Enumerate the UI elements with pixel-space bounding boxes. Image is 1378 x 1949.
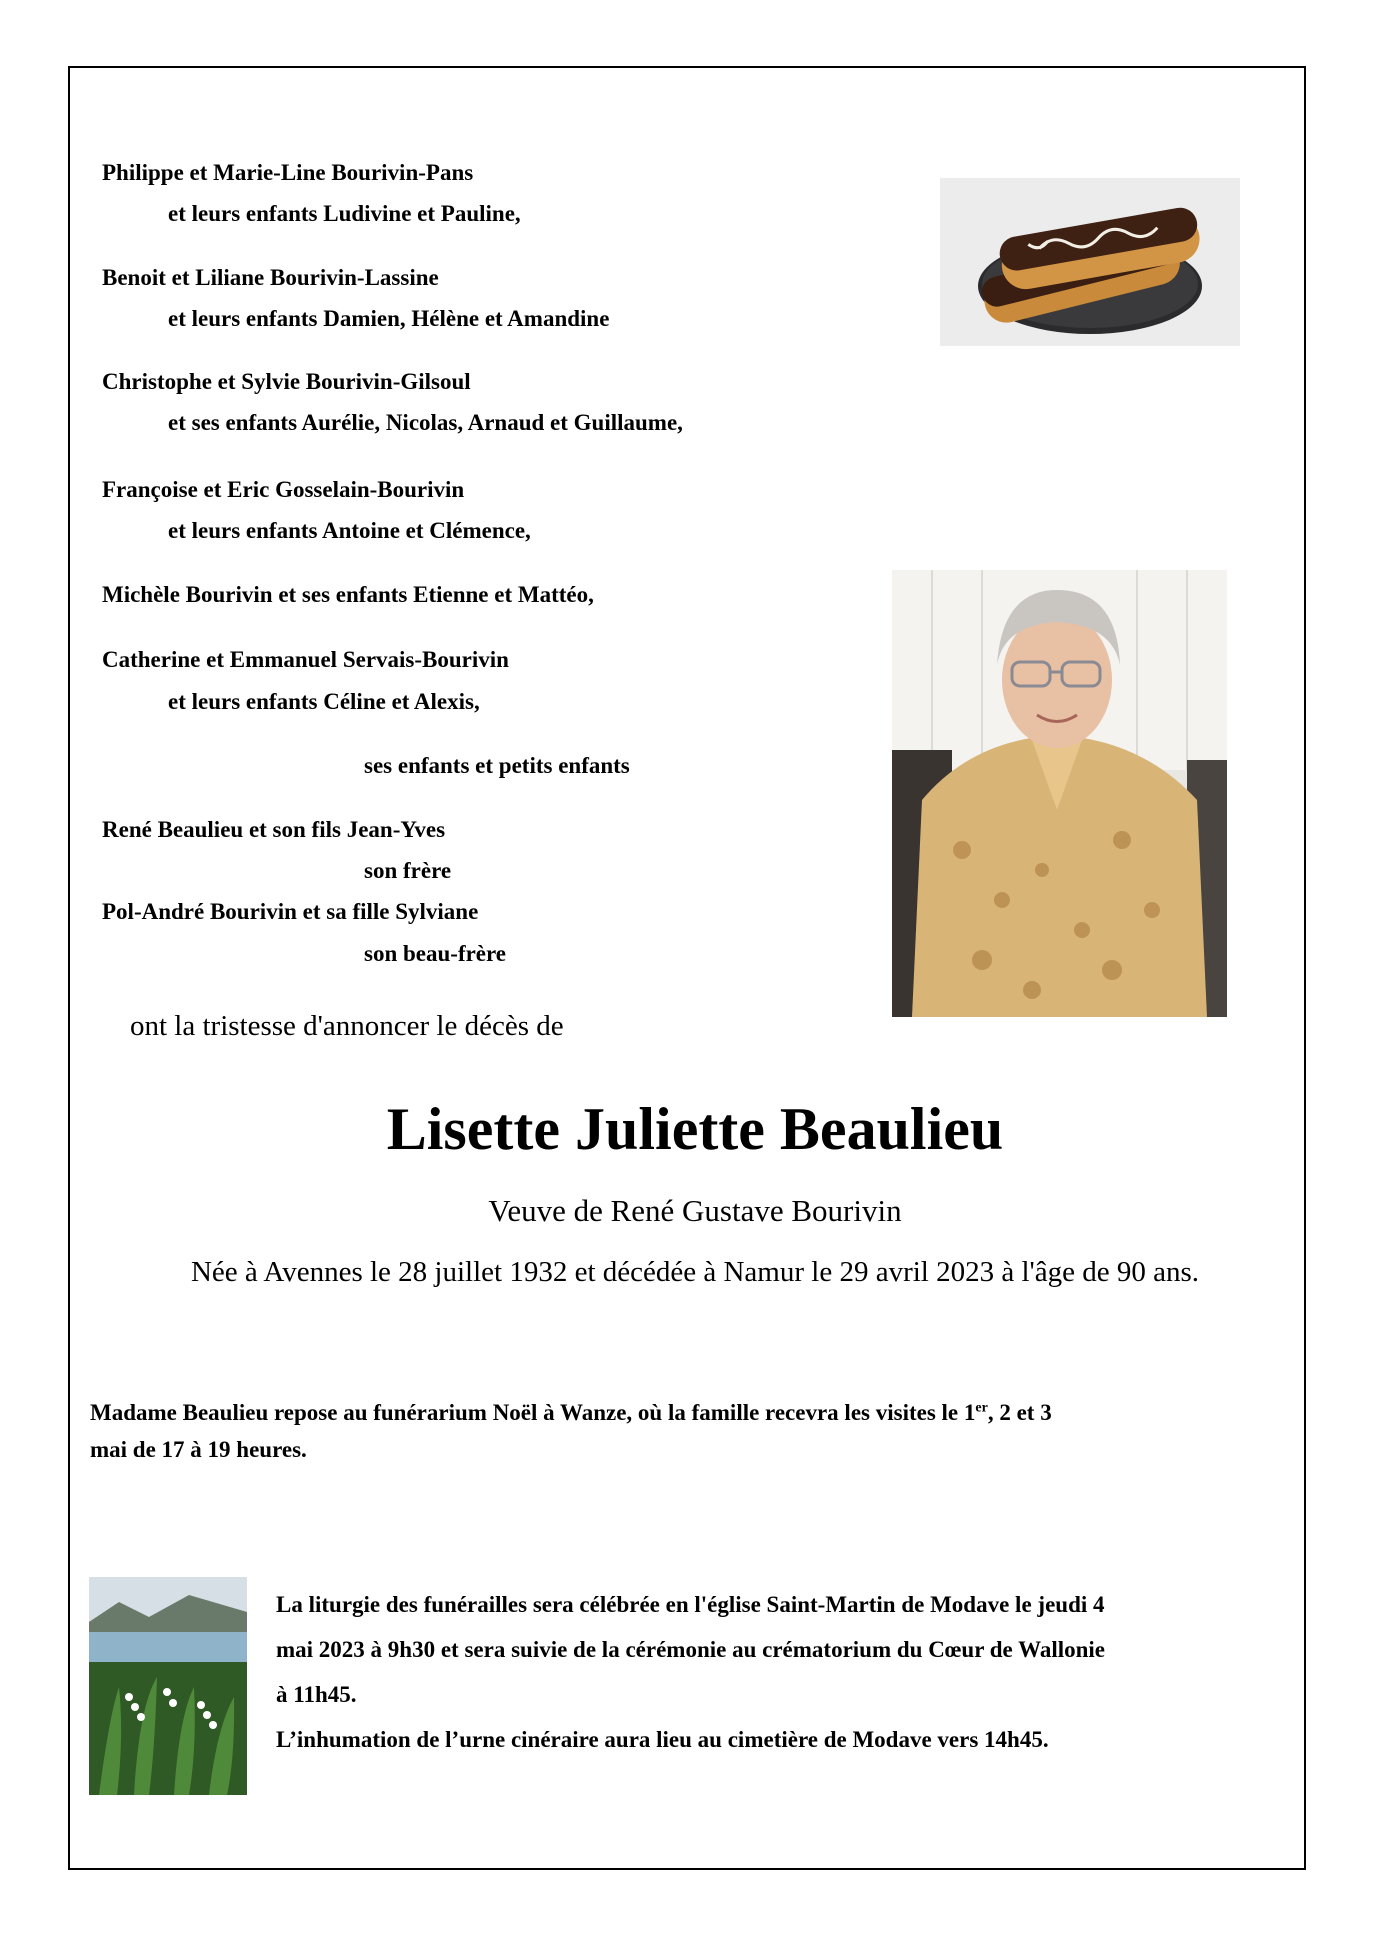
- widow-line: Veuve de René Gustave Bourivin: [488, 1193, 902, 1228]
- visits-line-2: mai de 17 à 19 heures.: [90, 1437, 307, 1462]
- funeral-line-1: La liturgie des funérailles sera célébrée en l'église Saint-Martin de Modave le jeudi 4: [276, 1592, 1105, 1617]
- funeral-line-4: L’inhumation de l’urne cinéraire aura lieu au cimetière de Modave vers 14h45.: [276, 1727, 1049, 1752]
- family-line-3-sub: et ses enfants Aurélie, Nicolas, Arnaud et Guillaume,: [168, 410, 683, 435]
- family-line-4-sub: et leurs enfants Antoine et Clémence,: [168, 518, 531, 543]
- family-line-1-sub: et leurs enfants Ludivine et Pauline,: [168, 201, 521, 226]
- family-line-5: Michèle Bourivin et ses enfants Etienne et Mattéo,: [102, 582, 594, 607]
- brother-name: René Beaulieu et son fils Jean-Yves: [102, 817, 446, 842]
- brother-role: son frère: [364, 858, 452, 883]
- funeral-line-3: à 11h45.: [276, 1682, 357, 1707]
- brother-in-law-role: son beau-frère: [364, 941, 507, 966]
- brother-in-law-name: Pol-André Bourivin et sa fille Sylviane: [102, 899, 479, 924]
- family-line-4: Françoise et Eric Gosselain-Bourivin: [102, 477, 465, 502]
- funeral-line-2: mai 2023 à 9h30 et sera suivie de la cérémonie au crématorium du Cœur de Wallonie: [276, 1637, 1105, 1662]
- announce-text: ont la tristesse d'annoncer le décès de: [130, 1010, 564, 1042]
- lily-lake-photo: [89, 1577, 247, 1795]
- family-line-1: Philippe et Marie-Line Bourivin-Pans: [102, 160, 474, 185]
- dates-line: Née à Avennes le 28 juillet 1932 et décédée à Namur le 29 avril 2023 à l'âge de 90 ans.: [190, 1256, 1200, 1288]
- children-caption: ses enfants et petits enfants: [364, 753, 630, 778]
- family-line-3: Christophe et Sylvie Bourivin-Gilsoul: [102, 369, 471, 394]
- family-line-2-sub: et leurs enfants Damien, Hélène et Amandine: [168, 306, 610, 331]
- eclair-photo: [940, 178, 1240, 346]
- portrait-photo: [892, 570, 1227, 1017]
- deceased-name: Lisette Juliette Beaulieu: [386, 1096, 1004, 1162]
- family-line-6: Catherine et Emmanuel Servais-Bourivin: [102, 647, 509, 672]
- family-line-2: Benoit et Liliane Bourivin-Lassine: [102, 265, 439, 290]
- visits-line-1: Madame Beaulieu repose au funérarium Noël à Wanze, où la famille recevra les visites le 1er, 2 et 3: [90, 1400, 1052, 1425]
- family-line-6-sub: et leurs enfants Céline et Alexis,: [168, 689, 480, 714]
